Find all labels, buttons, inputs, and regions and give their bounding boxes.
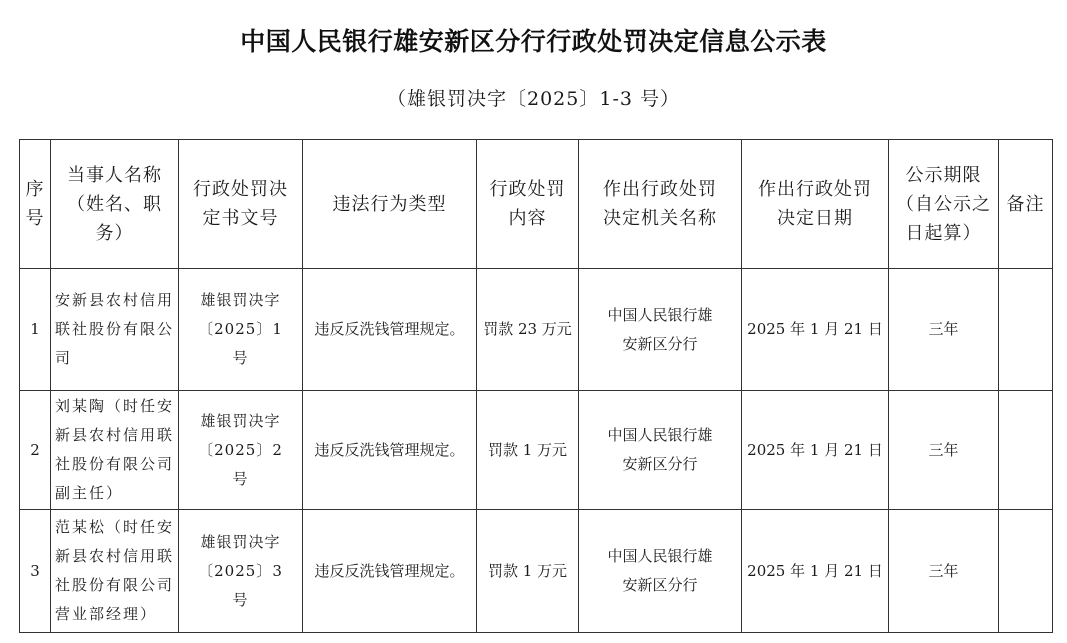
header-authority: 作出行政处罚决定机关名称 [579,140,742,269]
cell-violation: 违反反洗钱管理规定。 [303,269,477,391]
cell-period: 三年 [889,510,999,633]
cell-doc-no: 雄银罚决字〔2025〕1 号 [179,269,303,391]
cell-seq: 1 [20,269,51,391]
penalty-table [19,139,1053,633]
header-period: 公示期限（自公示之日起算） [889,140,999,269]
cell-party: 范某松（时任安新县农村信用联社股份有限公司营业部经理） [51,510,179,633]
cell-violation: 违反反洗钱管理规定。 [303,510,477,633]
table-row [20,510,1053,633]
cell-date: 2025 年 1 月 21 日 [742,391,889,510]
cell-remark [999,391,1053,510]
cell-penalty: 罚款 23 万元 [477,269,579,391]
page-title: 中国人民银行雄安新区分行行政处罚决定信息公示表 [240,27,827,56]
cell-authority: 中国人民银行雄安新区分行 [579,510,742,633]
cell-remark [999,269,1053,391]
cell-authority: 中国人民银行雄安新区分行 [579,391,742,510]
cell-party: 安新县农村信用联社股份有限公司 [51,269,179,391]
cell-date: 2025 年 1 月 21 日 [742,510,889,633]
cell-period: 三年 [889,269,999,391]
header-party: 当事人名称（姓名、职务） [51,140,179,269]
cell-seq: 3 [20,510,51,633]
cell-date: 2025 年 1 月 21 日 [742,269,889,391]
cell-party: 刘某陶（时任安新县农村信用联社股份有限公司副主任） [51,391,179,510]
cell-seq: 2 [20,391,51,510]
cell-doc-no: 雄银罚决字〔2025〕3 号 [179,510,303,633]
table-header-row [20,140,1053,269]
header-date: 作出行政处罚决定日期 [742,140,889,269]
cell-period: 三年 [889,391,999,510]
cell-authority: 中国人民银行雄安新区分行 [579,269,742,391]
cell-remark [999,510,1053,633]
cell-violation: 违反反洗钱管理规定。 [303,391,477,510]
cell-penalty: 罚款 1 万元 [477,510,579,633]
cell-penalty: 罚款 1 万元 [477,391,579,510]
table-row [20,269,1053,391]
header-seq: 序号 [20,140,51,269]
document-number: （雄银罚决字〔2025〕1-3 号） [387,88,680,110]
cell-doc-no: 雄银罚决字〔2025〕2 号 [179,391,303,510]
header-penalty: 行政处罚内容 [477,140,579,269]
header-remark: 备注 [999,140,1053,269]
table-row [20,391,1053,510]
header-violation: 违法行为类型 [303,140,477,269]
header-doc-no: 行政处罚决定书文号 [179,140,303,269]
